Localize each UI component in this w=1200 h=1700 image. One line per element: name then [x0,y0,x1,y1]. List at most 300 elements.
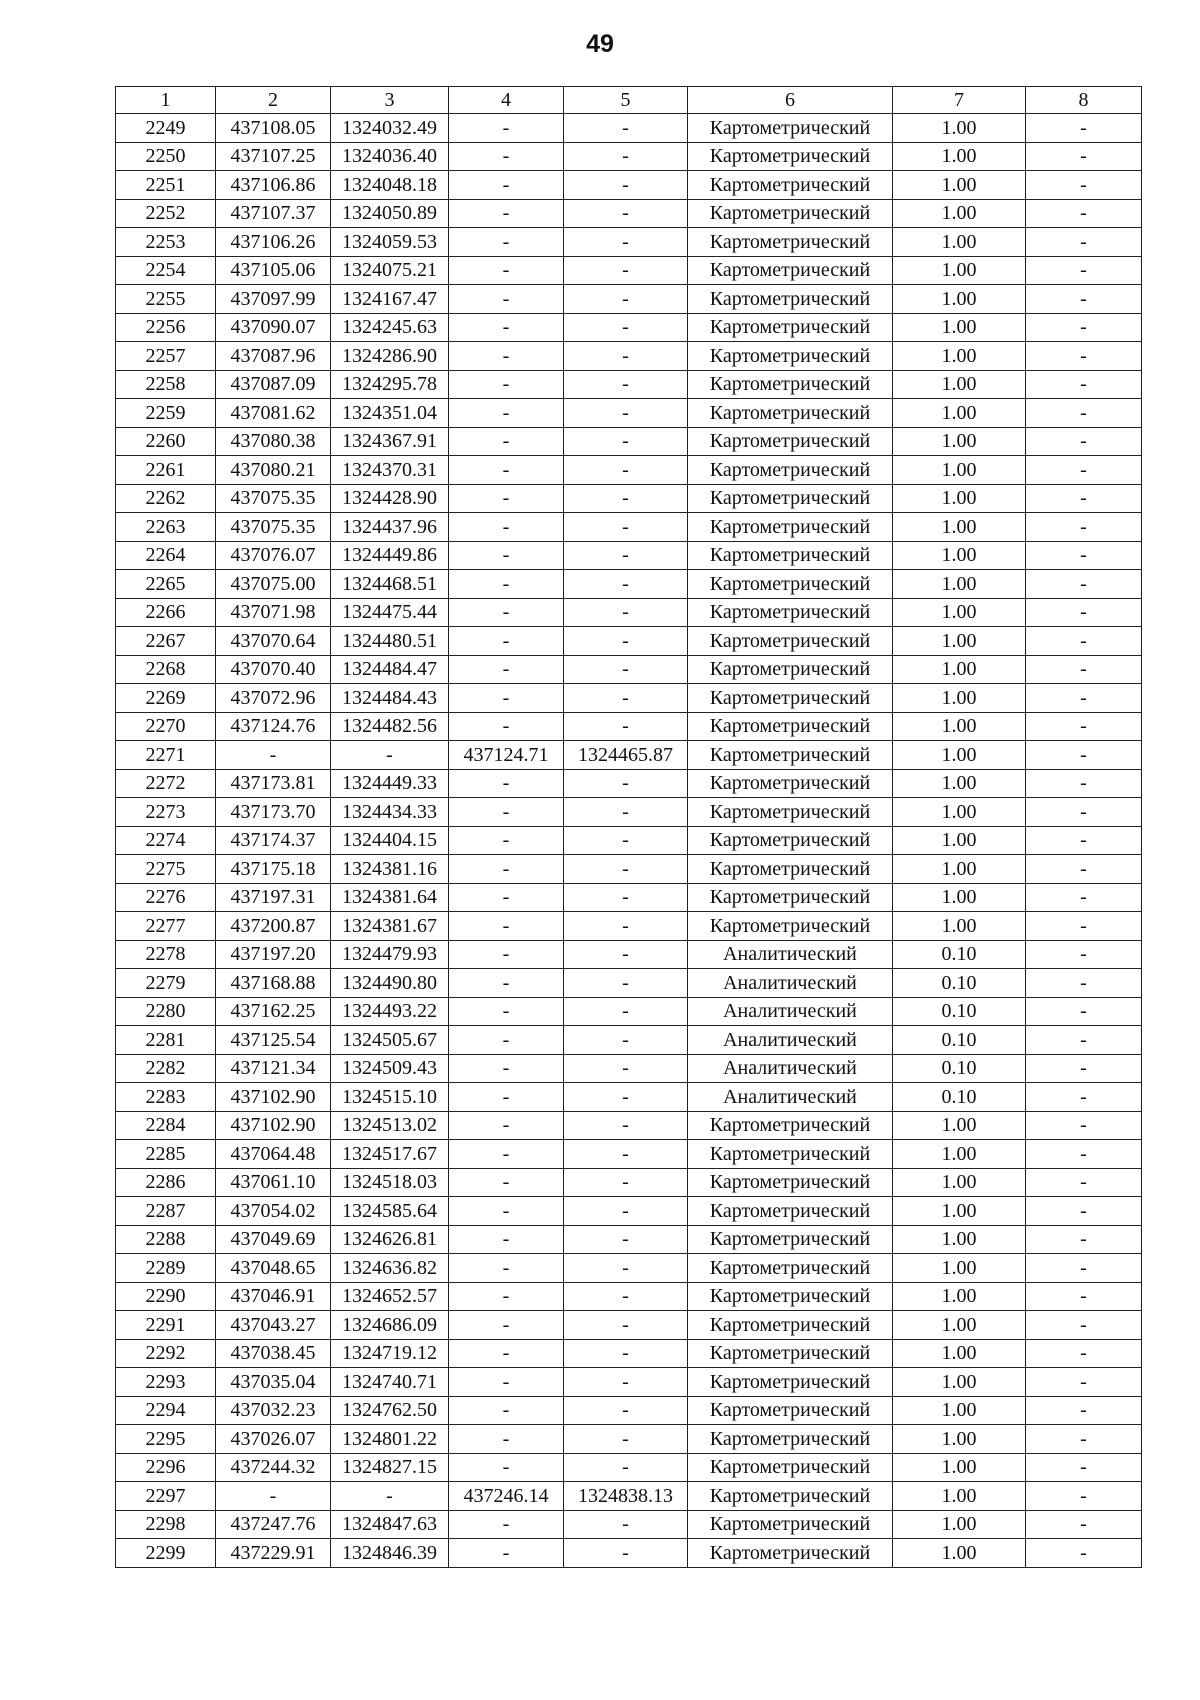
table-row [116,1054,1142,1083]
table-cell: 2287 [116,1197,216,1226]
table-cell: - [564,456,688,485]
table-cell: Картометрический [688,342,893,371]
table-cell: 437106.26 [216,228,331,257]
table-cell: 437102.90 [216,1111,331,1140]
table-cell: 1324801.22 [331,1425,449,1454]
table-cell: 2268 [116,655,216,684]
table-cell: 1.00 [893,541,1026,570]
table-row [116,456,1142,485]
table-cell: - [564,370,688,399]
table-row [116,912,1142,941]
table-cell: Картометрический [688,142,893,171]
table-cell: 437175.18 [216,855,331,884]
table-row [116,598,1142,627]
table-cell: - [1026,1026,1142,1055]
table-cell: 437080.38 [216,427,331,456]
table-cell: 1324740.71 [331,1368,449,1397]
table-cell: 1324626.81 [331,1225,449,1254]
table-cell: 1.00 [893,313,1026,342]
table-row [116,712,1142,741]
table-cell: - [449,1339,564,1368]
table-row [116,484,1142,513]
table-row [116,1026,1142,1055]
table-cell: 1324167.47 [331,285,449,314]
table-cell: - [564,655,688,684]
table-cell: - [1026,1339,1142,1368]
table-cell: 437121.34 [216,1054,331,1083]
table-cell: 0.10 [893,940,1026,969]
table-cell: Картометрический [688,1197,893,1226]
table-cell: Картометрический [688,1140,893,1169]
table-cell: - [1026,769,1142,798]
table-cell: 1.00 [893,912,1026,941]
table-cell: Картометрический [688,1453,893,1482]
table-row [116,969,1142,998]
table-cell: 437173.70 [216,798,331,827]
table-cell: 1.00 [893,1539,1026,1568]
table-cell: - [564,1054,688,1083]
table-cell: - [449,171,564,200]
table-cell: - [564,1510,688,1539]
coordinates-table [115,86,1142,1568]
table-cell: - [564,627,688,656]
table-cell: Картометрический [688,1425,893,1454]
table-cell: 2271 [116,741,216,770]
table-cell: - [1026,741,1142,770]
table-row [116,1282,1142,1311]
table-cell: 437107.25 [216,142,331,171]
table-cell: 437173.81 [216,769,331,798]
table-cell: 2281 [116,1026,216,1055]
table-cell: - [1026,684,1142,713]
table-cell: - [564,912,688,941]
table-cell: - [1026,1510,1142,1539]
table-cell: Картометрический [688,456,893,485]
table-cell: - [449,370,564,399]
table-cell: - [449,513,564,542]
table-cell: 1.00 [893,741,1026,770]
table-cell: 1324493.22 [331,997,449,1026]
table-cell: - [449,912,564,941]
table-row [116,399,1142,428]
table-cell: - [449,1254,564,1283]
table-cell: Картометрический [688,1282,893,1311]
table-cell: - [564,1225,688,1254]
table-row [116,541,1142,570]
table-cell: 437102.90 [216,1083,331,1112]
table-cell: - [449,541,564,570]
table-cell: - [449,855,564,884]
table-cell: 437229.91 [216,1539,331,1568]
table-cell: 2288 [116,1225,216,1254]
table-cell: 1324686.09 [331,1311,449,1340]
table-cell: 437097.99 [216,285,331,314]
page-number: 49 [586,30,614,58]
table-cell: - [1026,912,1142,941]
table-cell: Картометрический [688,798,893,827]
table-cell: - [1026,142,1142,171]
table-cell: 1324050.89 [331,199,449,228]
table-cell: 2279 [116,969,216,998]
table-cell: 1324367.91 [331,427,449,456]
table-cell: - [449,1140,564,1169]
table-cell: 1324846.39 [331,1539,449,1568]
table-cell: Картометрический [688,1539,893,1568]
table-cell: - [564,1425,688,1454]
table-cell: 1324484.43 [331,684,449,713]
table-cell: 2280 [116,997,216,1026]
table-cell: - [564,969,688,998]
table-cell: Аналитический [688,940,893,969]
table-cell: - [1026,1396,1142,1425]
table-cell: - [1026,114,1142,143]
table-cell: - [331,1482,449,1511]
column-header: 3 [331,87,449,114]
table-cell: - [449,285,564,314]
table-cell: 1.00 [893,370,1026,399]
table-cell: 2283 [116,1083,216,1112]
table-cell: 1324449.86 [331,541,449,570]
table-cell: 437064.48 [216,1140,331,1169]
table-cell: - [449,1453,564,1482]
table-cell: 437174.37 [216,826,331,855]
table-cell: 437054.02 [216,1197,331,1226]
table-cell: 1.00 [893,513,1026,542]
table-cell: 1.00 [893,1197,1026,1226]
table-cell: 2264 [116,541,216,570]
table-row [116,826,1142,855]
table-cell: 2272 [116,769,216,798]
table-cell: - [449,427,564,456]
table-cell: - [1026,997,1142,1026]
table-cell: - [564,1396,688,1425]
table-cell: - [1026,513,1142,542]
table-row [116,171,1142,200]
table-cell: 2270 [116,712,216,741]
table-row [116,769,1142,798]
table-cell: - [564,570,688,599]
column-header: 4 [449,87,564,114]
table-cell: - [1026,855,1142,884]
table-cell: - [1026,1282,1142,1311]
table-cell: 1324479.93 [331,940,449,969]
table-cell: 1.00 [893,883,1026,912]
table-cell: Картометрический [688,598,893,627]
table-cell: - [564,940,688,969]
table-cell: 1324719.12 [331,1339,449,1368]
table-row [116,883,1142,912]
table-cell: - [1026,1140,1142,1169]
table-cell: - [449,313,564,342]
table-cell: 1.00 [893,712,1026,741]
table-cell: - [564,1368,688,1397]
table-cell: - [564,399,688,428]
table-cell: - [1026,627,1142,656]
table-cell: - [1026,484,1142,513]
table-cell: - [564,997,688,1026]
table-cell: - [564,1254,688,1283]
table-cell: - [449,1225,564,1254]
table-cell: - [449,1083,564,1112]
table-row [116,1539,1142,1568]
table-cell: 437075.35 [216,513,331,542]
table-cell: - [1026,1197,1142,1226]
table-cell: - [449,826,564,855]
table-cell: - [449,627,564,656]
table-cell: 2267 [116,627,216,656]
table-cell: - [449,1197,564,1226]
table-cell: 2252 [116,199,216,228]
table-cell: 1324482.56 [331,712,449,741]
table-cell: 1.00 [893,342,1026,371]
table-cell: 1.00 [893,256,1026,285]
table-cell: 1.00 [893,1254,1026,1283]
table-cell: 2254 [116,256,216,285]
table-cell: - [1026,541,1142,570]
table-cell: 1324428.90 [331,484,449,513]
table-cell: 2291 [116,1311,216,1340]
table-cell: 0.10 [893,997,1026,1026]
table-cell: 1.00 [893,199,1026,228]
table-cell: - [564,1140,688,1169]
table-cell: Картометрический [688,1482,893,1511]
table-cell: - [564,712,688,741]
table-cell: 2284 [116,1111,216,1140]
table-cell: Картометрический [688,627,893,656]
table-cell: - [1026,1539,1142,1568]
table-cell: - [216,741,331,770]
table-cell: 1.00 [893,285,1026,314]
table-cell: 1324059.53 [331,228,449,257]
table-cell: 2258 [116,370,216,399]
table-cell: - [564,1453,688,1482]
table-cell: 2296 [116,1453,216,1482]
table-cell: - [564,484,688,513]
table-cell: 437168.88 [216,969,331,998]
table-header-row [116,87,1142,114]
table-cell: Картометрический [688,655,893,684]
table-cell: 1.00 [893,769,1026,798]
table-cell: - [449,1111,564,1140]
table-cell: - [564,228,688,257]
table-row [116,1225,1142,1254]
table-cell: - [449,199,564,228]
table-cell: - [1026,313,1142,342]
table-cell: 437244.32 [216,1453,331,1482]
table-cell: - [449,1539,564,1568]
table-cell: 1324381.64 [331,883,449,912]
table-cell: 1324286.90 [331,342,449,371]
table-cell: 1.00 [893,655,1026,684]
table-cell: - [449,1510,564,1539]
table-cell: - [449,969,564,998]
table-row [116,1368,1142,1397]
table-cell: 437197.31 [216,883,331,912]
table-row [116,1254,1142,1283]
table-cell: - [1026,199,1142,228]
table-cell: - [1026,798,1142,827]
column-header: 6 [688,87,893,114]
table-body [116,114,1142,1568]
table-cell: 437090.07 [216,313,331,342]
table-cell: 1324048.18 [331,171,449,200]
table-cell: - [449,484,564,513]
table-cell: 2265 [116,570,216,599]
table-cell: 437061.10 [216,1168,331,1197]
table-cell: 437162.25 [216,997,331,1026]
table-cell: 2251 [116,171,216,200]
table-cell: 437197.20 [216,940,331,969]
table-cell: - [449,598,564,627]
table-cell: - [449,1368,564,1397]
table-cell: Картометрический [688,855,893,884]
table-cell: 1324032.49 [331,114,449,143]
table-row [116,1168,1142,1197]
table-row [116,655,1142,684]
table-cell: - [1026,712,1142,741]
table-cell: 2259 [116,399,216,428]
table-cell: Картометрический [688,684,893,713]
table-cell: 1324351.04 [331,399,449,428]
table-cell: Картометрический [688,370,893,399]
table-cell: 1324513.02 [331,1111,449,1140]
table-cell: - [1026,1425,1142,1454]
table-row [116,1425,1142,1454]
table-cell: 2294 [116,1396,216,1425]
table-cell: - [564,855,688,884]
table-cell: - [564,1197,688,1226]
table-cell: 1324505.67 [331,1026,449,1055]
table-cell: 1.00 [893,399,1026,428]
table-cell: 1324636.82 [331,1254,449,1283]
table-cell: - [564,513,688,542]
table-cell: Картометрический [688,114,893,143]
table-cell: Картометрический [688,399,893,428]
table-cell: 437043.27 [216,1311,331,1340]
table-cell: 1324827.15 [331,1453,449,1482]
table-cell: - [1026,1254,1142,1283]
table-cell: 1324465.87 [564,741,688,770]
table-cell: Аналитический [688,1083,893,1112]
table-cell: - [564,826,688,855]
table-cell: - [449,570,564,599]
table-cell: 1324518.03 [331,1168,449,1197]
table-cell: 2273 [116,798,216,827]
table-row [116,1197,1142,1226]
table-cell: - [564,285,688,314]
table-cell: 437076.07 [216,541,331,570]
table-cell: 1324490.80 [331,969,449,998]
table-cell: 2285 [116,1140,216,1169]
table-cell: Картометрический [688,313,893,342]
table-cell: - [1026,285,1142,314]
table-cell: 1324245.63 [331,313,449,342]
table-cell: 437070.64 [216,627,331,656]
table-cell: - [449,712,564,741]
table-cell: Картометрический [688,427,893,456]
column-header: 1 [116,87,216,114]
table-cell: - [449,142,564,171]
table-row [116,256,1142,285]
table-row [116,199,1142,228]
table-cell: Картометрический [688,513,893,542]
table-cell: 1.00 [893,1339,1026,1368]
table-cell: Картометрический [688,741,893,770]
table-cell: 0.10 [893,969,1026,998]
table-row [116,427,1142,456]
table-row [116,313,1142,342]
table-cell: - [564,256,688,285]
table-cell: Картометрический [688,769,893,798]
table-cell: - [449,456,564,485]
table-cell: 1324404.15 [331,826,449,855]
table-cell: - [1026,1054,1142,1083]
table-cell: Картометрический [688,228,893,257]
table-cell: - [1026,427,1142,456]
table-cell: 437080.21 [216,456,331,485]
table-cell: Картометрический [688,883,893,912]
table-row [116,997,1142,1026]
table-cell: 2292 [116,1339,216,1368]
table-row [116,798,1142,827]
table-cell: 437124.76 [216,712,331,741]
column-header: 8 [1026,87,1142,114]
table-cell: 1.00 [893,1168,1026,1197]
table-cell: - [449,1054,564,1083]
table-cell: - [1026,883,1142,912]
table-cell: Картометрический [688,1225,893,1254]
table-row [116,228,1142,257]
table-cell: 2293 [116,1368,216,1397]
table-cell: 2269 [116,684,216,713]
table-cell: Картометрический [688,1111,893,1140]
table-cell: Картометрический [688,1396,893,1425]
table-cell: 1324484.47 [331,655,449,684]
table-cell: 437124.71 [449,741,564,770]
table-cell: - [449,1168,564,1197]
table-row [116,1510,1142,1539]
table-cell: 437108.05 [216,114,331,143]
table-cell: Картометрический [688,826,893,855]
table-row [116,342,1142,371]
table-cell: 2297 [116,1482,216,1511]
table-cell: 2255 [116,285,216,314]
table-cell: Картометрический [688,484,893,513]
table-cell: 2277 [116,912,216,941]
table-cell: 1324381.16 [331,855,449,884]
table-row [116,370,1142,399]
table-cell: - [1026,1225,1142,1254]
table-cell: - [449,883,564,912]
table-cell: 1324838.13 [564,1482,688,1511]
table-row [116,1311,1142,1340]
table-cell: 1.00 [893,1396,1026,1425]
table-cell: - [1026,1368,1142,1397]
table-cell: - [449,1311,564,1340]
table-cell: 1324652.57 [331,1282,449,1311]
table-row [116,1083,1142,1112]
table-cell: 1324847.63 [331,1510,449,1539]
table-cell: 437072.96 [216,684,331,713]
table-cell: - [449,1396,564,1425]
table-cell: - [1026,256,1142,285]
table-cell: 2261 [116,456,216,485]
table-cell: 1.00 [893,826,1026,855]
table-cell: - [1026,228,1142,257]
table-row [116,285,1142,314]
table-cell: 2249 [116,114,216,143]
table-cell: Картометрический [688,570,893,599]
